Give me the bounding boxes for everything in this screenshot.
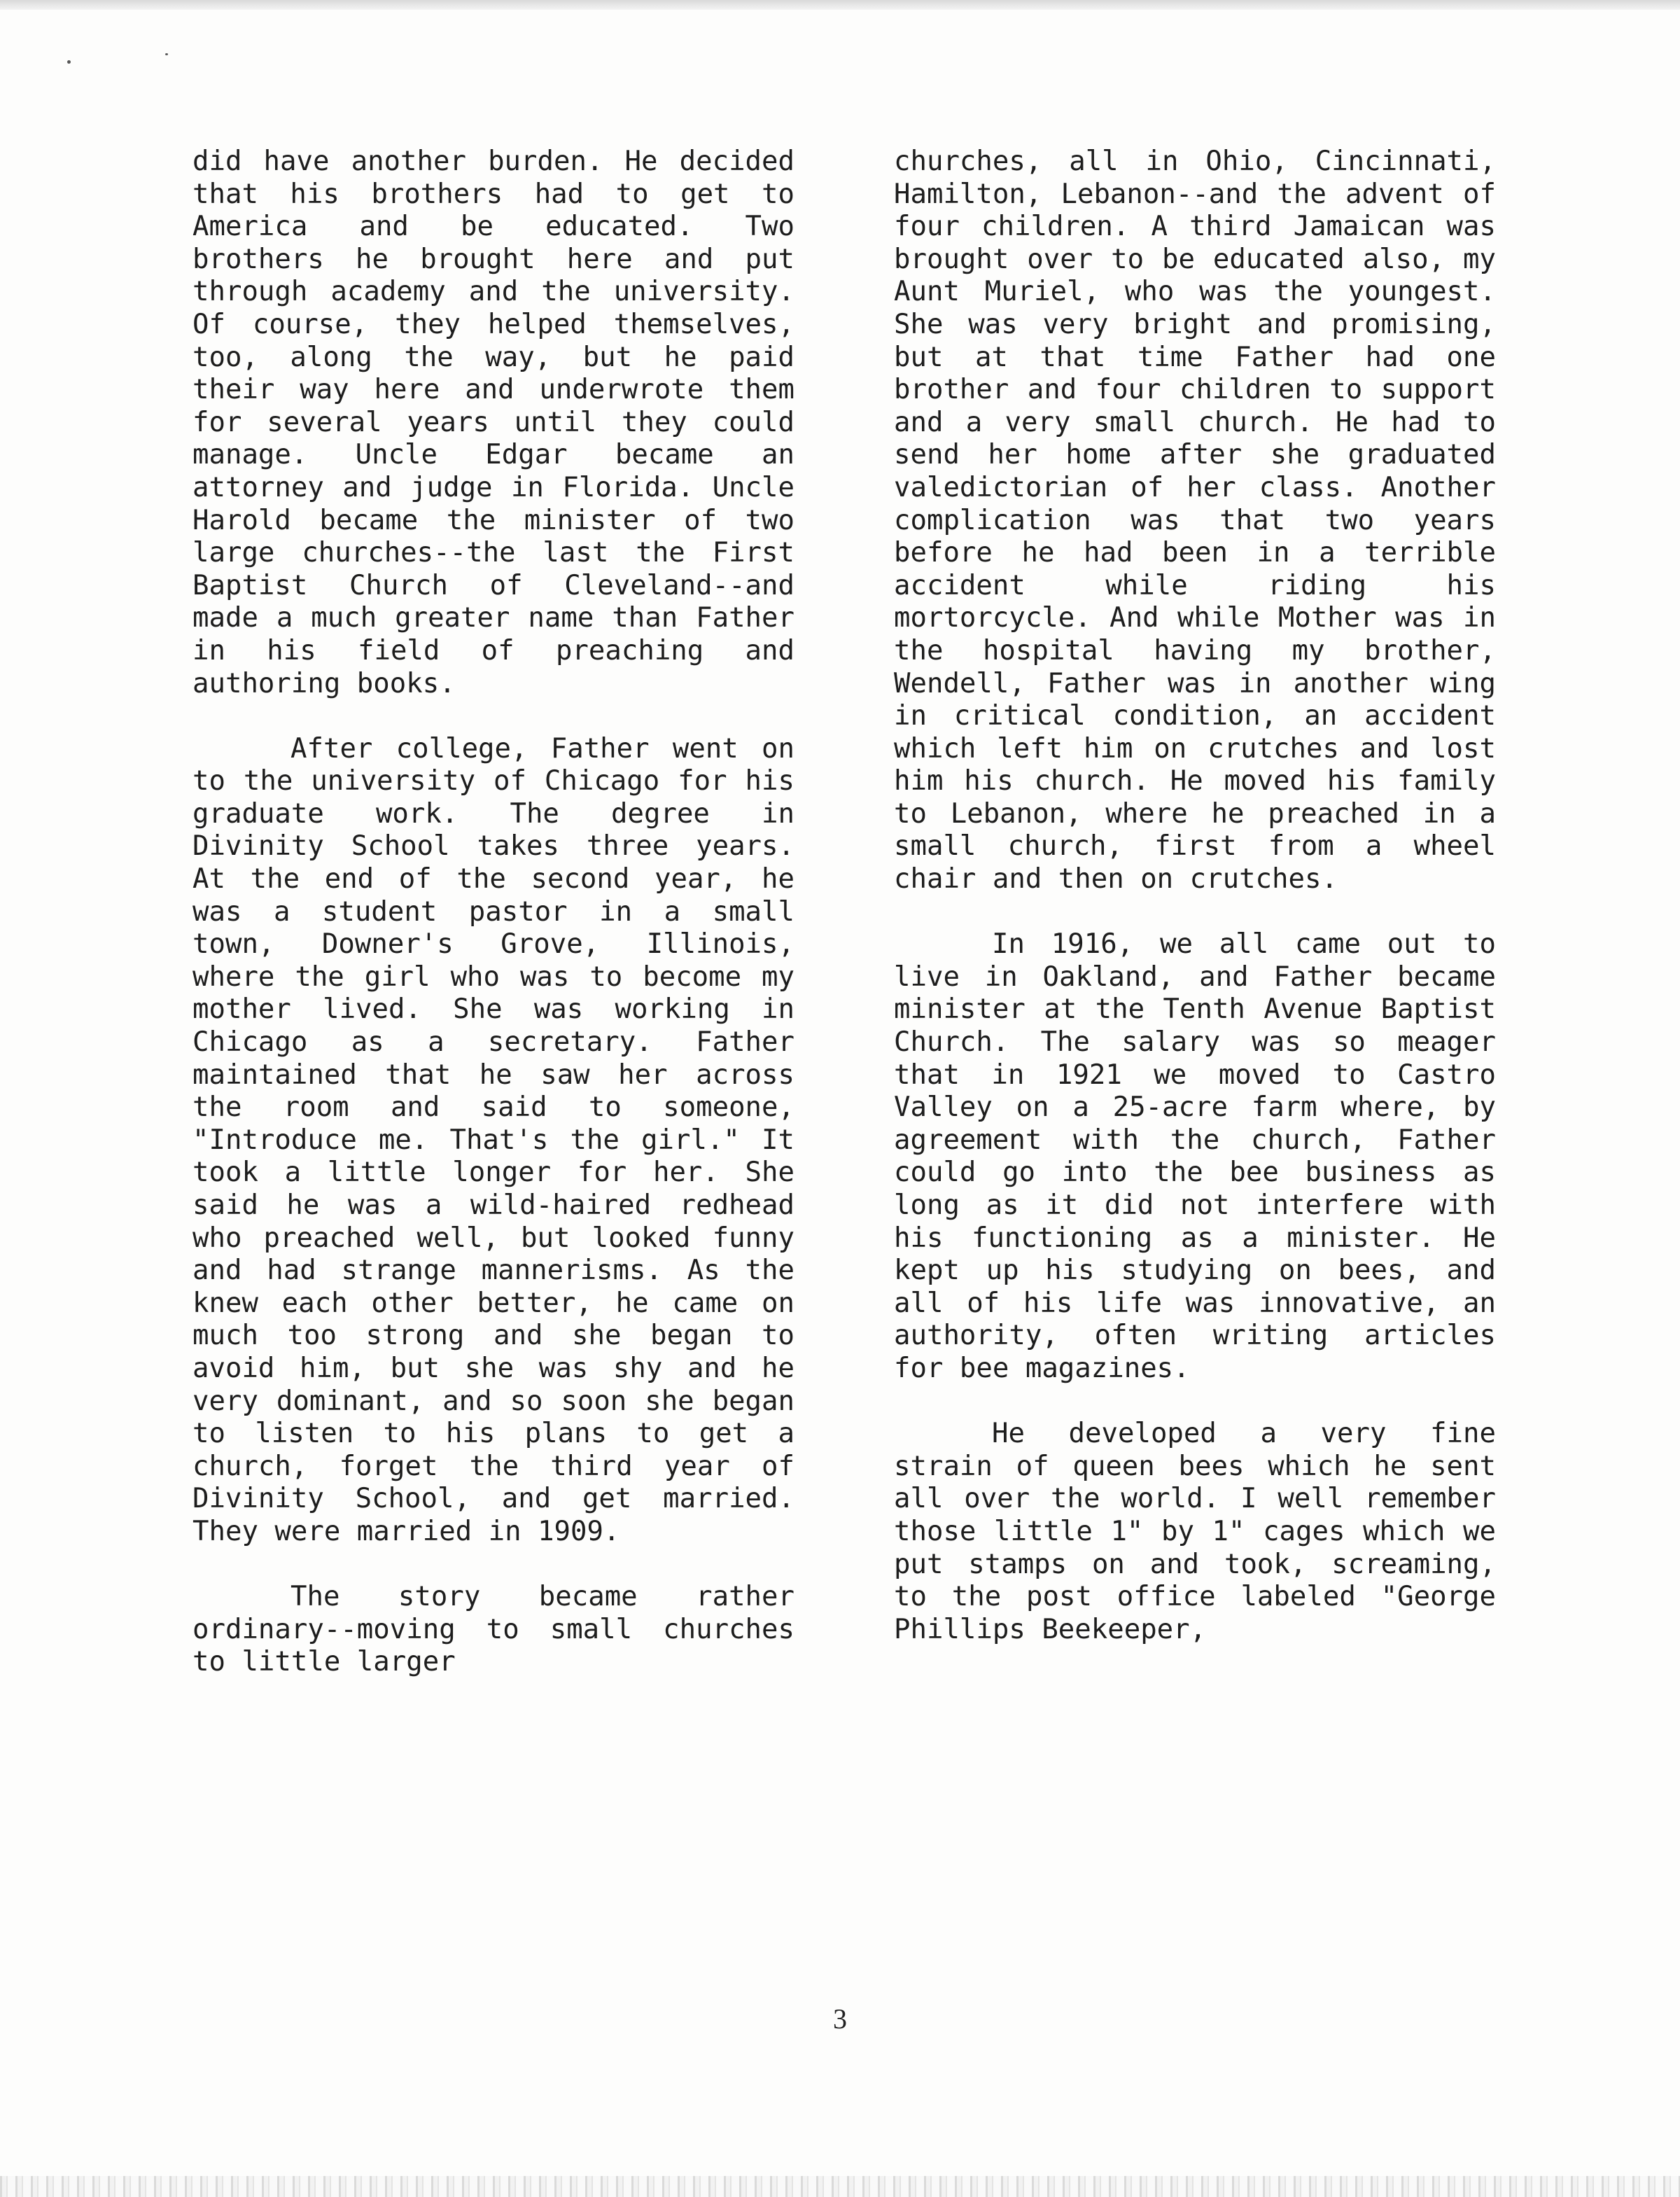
page-number: 3 [833, 2003, 847, 2035]
left-column [192, 146, 794, 1679]
left-paragraph-1: did have another burden. He decided that his brothers had to get to America and be educated. Two brothers he brought here and put through academy and the university. Of course, they helped themselves, too, along the way, but he paid their way here and underwrote them for several years until they could manage. Uncle Edgar became an attorney and judge in Florida. Uncle Harold became the minister of two large churches--the last the First Baptist Church of Cleveland--and made a much greater name than Father in his field of preaching and authoring books. [192, 146, 794, 699]
left-paragraph-2: After college, Father went on to the university of Chicago for his graduate work. The degree in Divinity School takes three years. At the end of the second year, he was a student pastor in a small town, Downer's Grove, Illinois, where the girl who was to become my mother lived. She was working in Chicago as a secretary. Father maintained that he saw her across the room and said to someone, "Introduce me. That's the girl." It took a little longer for her. She said he was a wild-haired redhead who preached well, but looked funny and had strange mannerisms. As the knew each other better, he came on much too strong and she began to avoid him, but she was shy and he very dominant, and so soon she began to listen to his plans to get a church, forget the third year of Divinity School, and get married. They were married in 1909. [192, 732, 794, 1547]
scan-bottom-edge [0, 2176, 1680, 2197]
scan-speck [67, 60, 71, 64]
right-paragraph-3: He developed a very fine strain of queen bees which he sent all over the world. I well remember those little 1" by 1" cages which we put stamps on and took, screaming, to the post office labeled "George Phillips Beekeeper, [894, 1418, 1496, 1645]
right-paragraph-1: churches, all in Ohio, Cincinnati, Hamilton, Lebanon--and the advent of four children. A third Jamaican was brought over to be educated also, my Aunt Muriel, who was the youngest. She was very bright and promising, but at that time Father had one brother and four children to support and a very small church. He had to send her home after she graduated valedictorian of her class. Another complication was that two years before he had been in a terrible accident while riding his mortorcycle. And while Mother was in the hospital having my brother, Wendell, Father was in another wing in critical condition, an accident which left him on crutches and lost him his church. He moved his family to Lebanon, where he preached in a small church, first from a wheel chair and then on crutches. [894, 146, 1496, 895]
scan-top-edge [0, 0, 1680, 10]
right-paragraph-2: In 1916, we all came out to live in Oakland, and Father became minister at the Tenth Avenue Baptist Church. The salary was so meager that in 1921 we moved to Castro Valley on a 25-acre farm where, by agreement with the church, Father could go into the bee business as long as it did not interfere with his functioning as a minister. He kept up his studying on bees, and all of his life was innovative, an authority, often writing articles for bee magazines. [894, 928, 1496, 1384]
right-column [894, 146, 1496, 1646]
scan-speck [165, 53, 168, 55]
left-paragraph-3: The story became rather ordinary--moving to small churches to little larger [192, 1581, 794, 1678]
